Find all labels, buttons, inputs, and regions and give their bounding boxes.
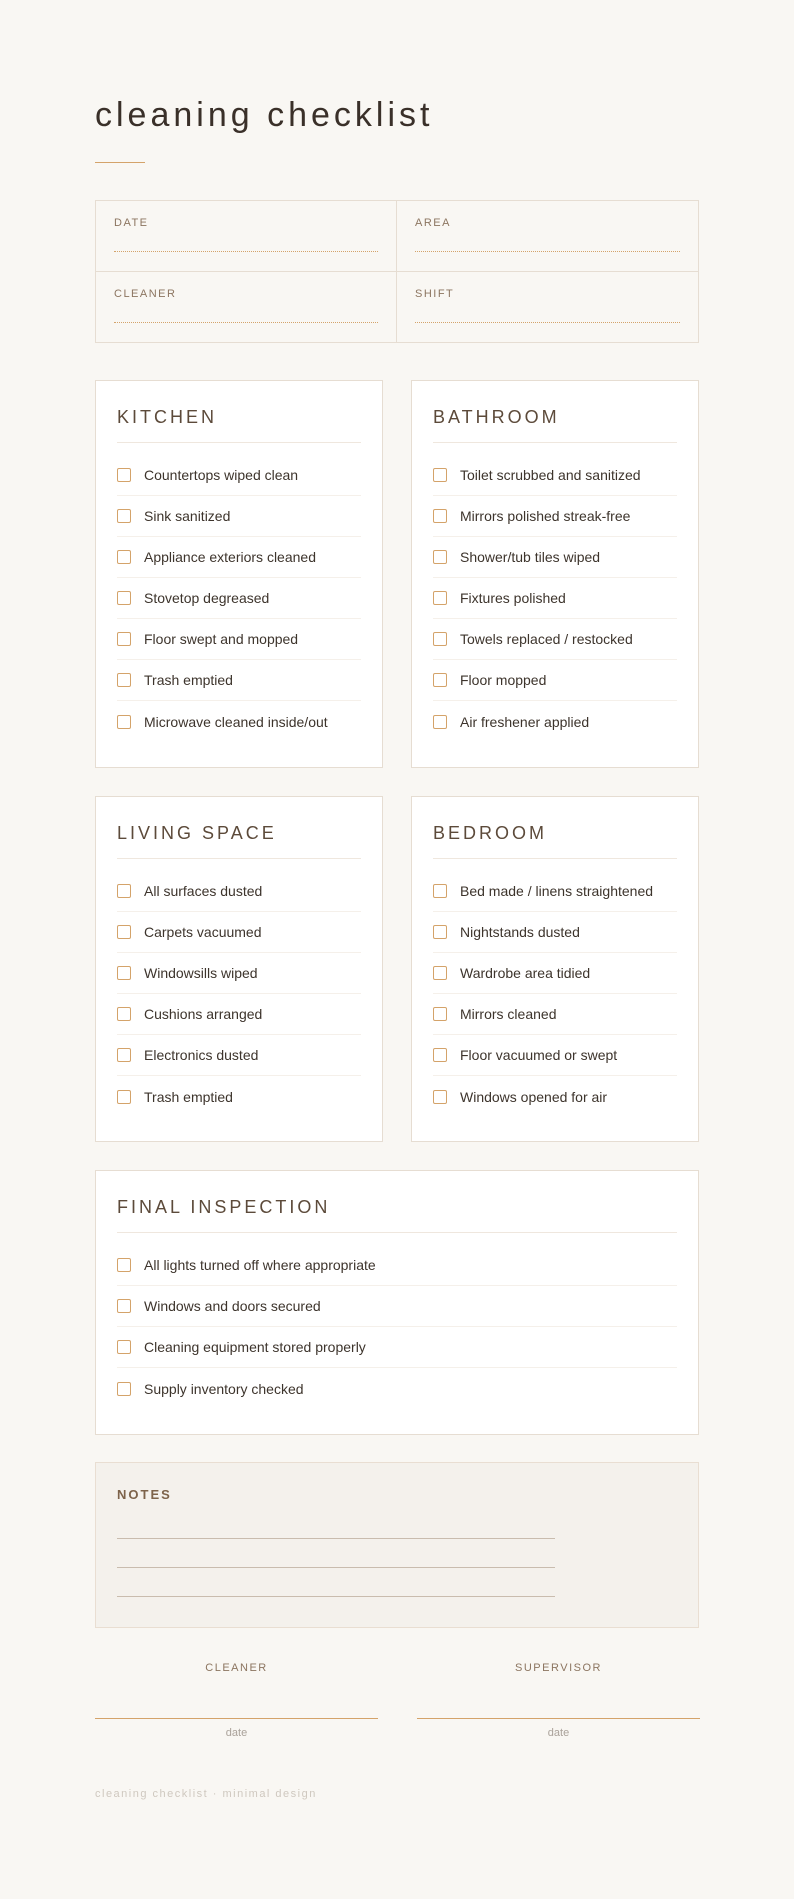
checkbox[interactable] — [117, 632, 131, 646]
checklist-item[interactable] — [117, 1035, 361, 1076]
checklist-item-label: Cleaning equipment stored properly — [144, 1339, 366, 1355]
info-fields — [95, 200, 699, 343]
checklist-item-label: Mirrors polished streak-free — [460, 508, 631, 524]
checkbox[interactable] — [433, 1048, 447, 1062]
checklist-item[interactable] — [433, 496, 677, 537]
input-line[interactable] — [415, 322, 680, 323]
checkbox[interactable] — [117, 1258, 131, 1272]
notes-line[interactable] — [117, 1567, 555, 1568]
checklist-item[interactable] — [117, 912, 361, 953]
checklist-item-label: All lights turned off where appropriate — [144, 1257, 376, 1273]
signature-date-label: date — [547, 1727, 570, 1739]
checkbox[interactable] — [433, 468, 447, 482]
section-title: BATHROOM — [433, 407, 677, 443]
checkbox[interactable] — [433, 550, 447, 564]
checklist-item-label: Wardrobe area tidied — [460, 965, 591, 981]
checklist-item[interactable] — [117, 1286, 677, 1327]
checkbox[interactable] — [117, 884, 131, 898]
checkbox[interactable] — [117, 1048, 131, 1062]
checkbox[interactable] — [433, 925, 447, 939]
checklist-item[interactable] — [433, 455, 677, 496]
checklist-item-label: Countertops wiped clean — [144, 467, 299, 483]
input-line[interactable] — [114, 322, 378, 323]
checklist-item[interactable] — [433, 578, 677, 619]
checklist-item-label: Supply inventory checked — [144, 1380, 304, 1397]
checkbox[interactable] — [433, 966, 447, 980]
checklist-item[interactable] — [117, 994, 361, 1035]
checklist-item-label: Toilet scrubbed and sanitized — [460, 467, 641, 483]
checkbox[interactable] — [433, 1007, 447, 1021]
checkbox[interactable] — [117, 550, 131, 564]
checklist-item-label: Trash emptied — [144, 672, 233, 688]
checklist-item-label: Air freshener applied — [460, 713, 590, 730]
checklist-item[interactable] — [433, 953, 677, 994]
shift-field[interactable] — [397, 272, 698, 343]
checklist-item-label: Cushions arranged — [144, 1006, 263, 1022]
checkbox[interactable] — [117, 1382, 131, 1396]
checklist-item[interactable] — [433, 701, 677, 742]
checkbox[interactable] — [433, 591, 447, 605]
notes-box — [95, 1462, 699, 1628]
checklist-item[interactable] — [117, 578, 361, 619]
checklist-item-label: Floor vacuumed or swept — [460, 1047, 618, 1063]
checklist-item-label: Nightstands dusted — [460, 924, 580, 940]
signature-date-label: date — [225, 1727, 248, 1739]
checklist-item-label: Towels replaced / restocked — [460, 631, 633, 647]
checklist-item[interactable] — [433, 912, 677, 953]
checklist-item-label: Stovetop degreased — [144, 590, 270, 606]
checklist-item-label: Mirrors cleaned — [460, 1006, 557, 1022]
supervisor-signature — [417, 1662, 700, 1739]
footer-text: cleaning checklist · minimal design — [95, 1788, 317, 1800]
checklist-item[interactable] — [117, 455, 361, 496]
title-accent-divider — [95, 162, 145, 163]
signature-line[interactable] — [417, 1718, 700, 1719]
checklist-item[interactable] — [117, 871, 361, 912]
field-label: SHIFT — [415, 287, 455, 300]
checklist-item[interactable] — [433, 660, 677, 701]
notes-line[interactable] — [117, 1596, 555, 1597]
checkbox[interactable] — [117, 509, 131, 523]
section-title: KITCHEN — [117, 407, 361, 443]
checkbox[interactable] — [117, 715, 131, 729]
notes-title: NOTES — [117, 1487, 172, 1502]
checklist-item-label: Trash emptied — [144, 1088, 233, 1105]
checklist-item[interactable] — [433, 1076, 677, 1117]
checklist-item[interactable] — [117, 701, 361, 742]
section-title: BEDROOM — [433, 823, 677, 859]
checkbox[interactable] — [117, 1007, 131, 1021]
checklist-item[interactable] — [117, 953, 361, 994]
checklist-item-label: Appliance exteriors cleaned — [144, 549, 316, 565]
bathroom-card — [411, 380, 699, 768]
input-line[interactable] — [415, 251, 680, 252]
cleaner-signature — [95, 1662, 378, 1739]
checkbox[interactable] — [433, 632, 447, 646]
checklist-item-label: Fixtures polished — [460, 590, 566, 606]
checklist-item-label: Windows and doors secured — [144, 1298, 321, 1314]
checklist-item[interactable] — [117, 1245, 677, 1286]
checkbox[interactable] — [117, 1090, 131, 1104]
checkbox[interactable] — [117, 1340, 131, 1354]
checklist-item[interactable] — [433, 871, 677, 912]
field-label: DATE — [114, 217, 149, 229]
cleaner-field[interactable] — [96, 272, 397, 343]
living-space-card — [95, 796, 383, 1142]
checklist-item-label: Windowsills wiped — [144, 965, 258, 981]
section-title: FINAL INSPECTION — [117, 1197, 677, 1233]
signature-line[interactable] — [95, 1718, 378, 1719]
checkbox[interactable] — [117, 966, 131, 980]
checklist-item[interactable] — [117, 1368, 677, 1409]
checklist-item-label: Floor mopped — [460, 672, 547, 688]
checklist-item-label: Sink sanitized — [144, 508, 231, 524]
checklist-item[interactable] — [433, 1035, 677, 1076]
final-inspection-card — [95, 1170, 699, 1435]
area-field[interactable] — [397, 201, 698, 272]
checklist-item[interactable] — [433, 619, 677, 660]
checkbox[interactable] — [433, 715, 447, 729]
bedroom-card — [411, 796, 699, 1142]
checklist-item-label: All surfaces dusted — [144, 883, 263, 899]
checklist-item-label: Carpets vacuumed — [144, 924, 262, 940]
kitchen-card — [95, 380, 383, 768]
input-line[interactable] — [114, 251, 378, 252]
checklist-item[interactable] — [117, 1076, 361, 1117]
checklist-item-label: Electronics dusted — [144, 1047, 259, 1063]
checkbox[interactable] — [433, 509, 447, 523]
checklist-item-label: Bed made / linens straightened — [460, 883, 654, 899]
checklist-item[interactable] — [117, 1327, 677, 1368]
checklist-item-label: Floor swept and mopped — [144, 631, 299, 647]
checklist-item[interactable] — [117, 496, 361, 537]
signature-label: SUPERVISOR — [515, 1662, 602, 1674]
signature-label: CLEANER — [205, 1662, 268, 1674]
checkbox[interactable] — [433, 673, 447, 687]
date-field[interactable] — [96, 201, 397, 272]
page-title: cleaning checklist — [95, 96, 434, 134]
checkbox[interactable] — [433, 884, 447, 898]
section-title: LIVING SPACE — [117, 823, 361, 859]
checkbox[interactable] — [117, 673, 131, 687]
checkbox[interactable] — [117, 1299, 131, 1313]
notes-line[interactable] — [117, 1538, 555, 1539]
checkbox[interactable] — [117, 925, 131, 939]
checkbox[interactable] — [117, 591, 131, 605]
checkbox[interactable] — [433, 1090, 447, 1104]
checklist-item-label: Windows opened for air — [460, 1088, 608, 1105]
field-label: AREA — [415, 217, 451, 229]
checkbox[interactable] — [117, 468, 131, 482]
checklist-item[interactable] — [117, 660, 361, 701]
checklist-item[interactable] — [117, 619, 361, 660]
checklist-item[interactable] — [433, 537, 677, 578]
checklist-item-label: Shower/tub tiles wiped — [460, 549, 601, 565]
checklist-item[interactable] — [433, 994, 677, 1035]
checklist-item[interactable] — [117, 537, 361, 578]
checklist-item-label: Microwave cleaned inside/out — [144, 713, 328, 730]
field-label: CLEANER — [114, 287, 177, 300]
